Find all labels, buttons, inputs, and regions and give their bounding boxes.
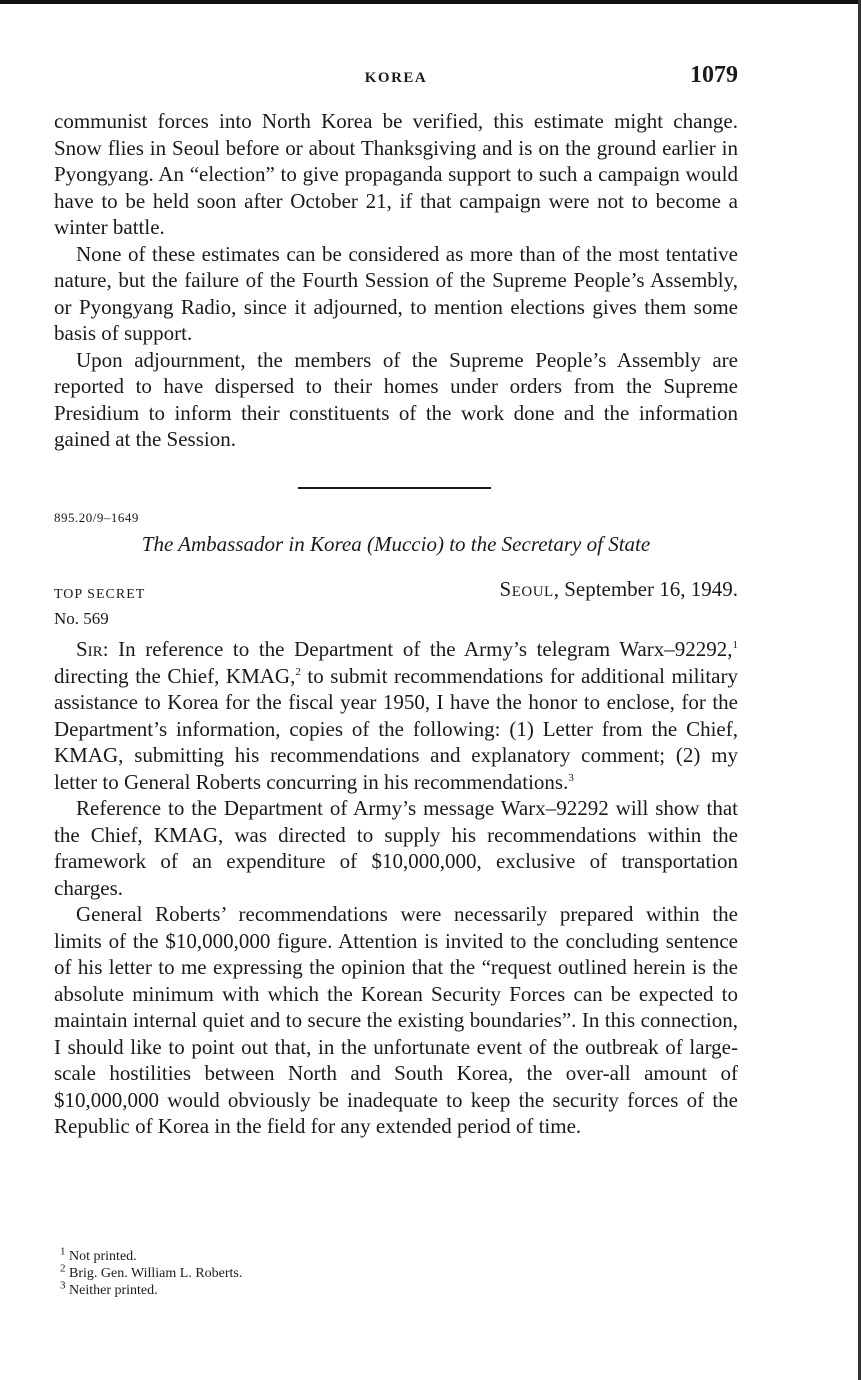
page-number: 1079 [690, 62, 738, 88]
footnotes [54, 1245, 243, 1299]
text-run: to submit recommendations for additional military assistance to Korea for the fiscal year 1950, I have the honor to enclose, for the Department’s information, copies of the following: (1) Letter from the Chief, KMAG, submitting his recommendations and explanatory comment; (2) my letter to General Roberts concurring in his recommendations. [54, 663, 738, 794]
dateline-date: , September 16, 1949. [553, 577, 738, 601]
footnote [54, 1279, 242, 1299]
paragraph: General Roberts’ recommendations were necessarily prepared within the limits of the $10,000,000 figure. Attention is invited to the concluding sentence of his letter to me expressing the opinion that the “request outlined herein is the absolute minimum with which the Korean Security Forces can be expected to maintain internal quiet and to secure the existing boundaries”. In this connection, I should like to point out that, in the unfortunate event of the outbreak of large-scale hostilities between North and South Korea, the over-all amount of $10,000,000 would obviously be inadequate to keep the security forces of the Republic of Korea in the field for any extended period of time. [54, 902, 738, 1138]
footnote-text: Brig. Gen. William L. Roberts. [69, 1266, 243, 1281]
footnote-text: Not printed. [69, 1249, 137, 1264]
previous-document-text [54, 108, 738, 453]
paragraph: Reference to the Department of Army’s message Warx–92292 will show that the Chief, KMAG, was directed to supply his recommendations within the framework of an expenditure of $10,000,000, exclusive of transportation charges. [54, 796, 738, 900]
footnote [54, 1262, 243, 1282]
paragraph: None of these estimates can be considered as more than of the most tentative nature, but the failure of the Fourth Session of the Supreme People’s Assembly, or Pyongyang Radio, since it adjourned, to mention elections gives them some basis of support. [54, 241, 738, 345]
document-number: No. 569 [54, 609, 109, 628]
paragraph: communist forces into North Korea be verified, this estimate might change. Snow flies in Seoul before or about Thanksgiving and is on the ground earlier in Pyongyang. An “election” to give propaganda support to such a campaign would have to be held soon after October 21, if that campaign were not to become a winter battle. [54, 109, 738, 239]
salutation: Sir [76, 637, 103, 661]
footnote-ref: 1 [732, 639, 738, 651]
text-run: : In reference to the Department of the Army’s telegram Warx–92292, [102, 637, 733, 661]
footnote-mark: 3 [60, 1279, 66, 1292]
footnote-text: Neither printed. [69, 1283, 158, 1298]
paragraph [54, 636, 738, 795]
running-title: KOREA [364, 70, 428, 86]
paragraph: Upon adjournment, the members of the Supreme People’s Assembly are reported to have dispersed to their homes under orders from the Supreme Presidium to inform their constituents of the work done and the information gained at the Session. [54, 347, 738, 451]
footnote [54, 1245, 242, 1265]
file-number: 895.20/9–1649 [54, 510, 139, 525]
text-run: directing the Chief, KMAG, [54, 663, 296, 688]
top-border [0, 0, 861, 4]
document-body [54, 636, 738, 1140]
footnote-mark: 1 [60, 1245, 66, 1258]
section-divider [298, 487, 491, 489]
dateline [500, 577, 738, 602]
running-head [54, 62, 738, 92]
document-title: The Ambassador in Korea (Muccio) to the Secretary of State [141, 532, 651, 556]
dateline-place: Seoul [499, 577, 554, 601]
footnote-ref: 2 [295, 665, 301, 678]
footnote-ref: 3 [568, 771, 574, 784]
classification: TOP SECRET [54, 587, 146, 602]
footnote-mark: 2 [60, 1262, 66, 1275]
